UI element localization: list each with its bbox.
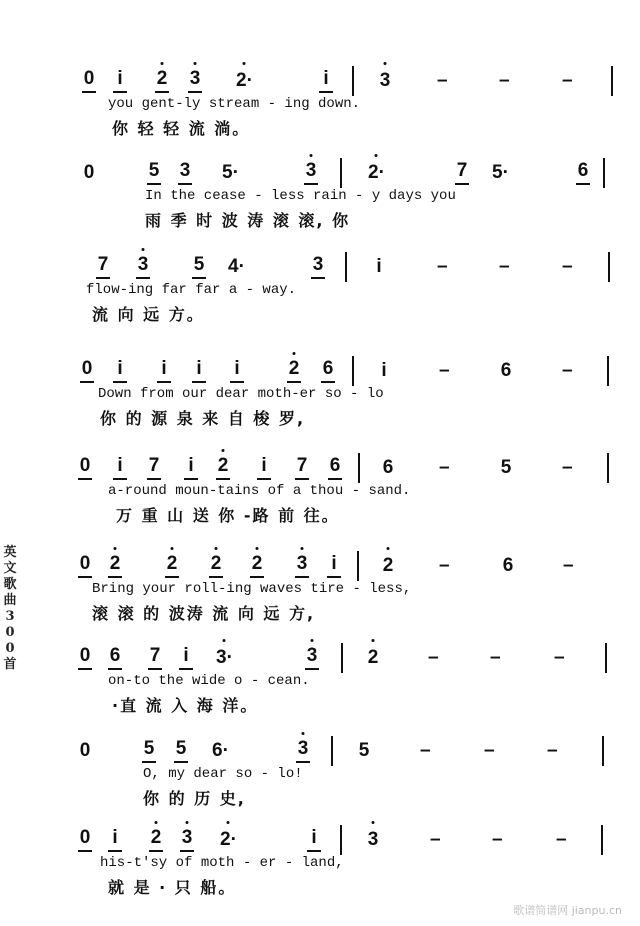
note: 6 [502, 555, 514, 576]
note: 6 [500, 360, 512, 381]
barline [357, 551, 359, 581]
barline [601, 825, 603, 855]
english-lyric: O, my dear so - lo! [143, 766, 303, 782]
barline [340, 158, 342, 188]
english-lyric: you gent-ly stream - ing down. [108, 96, 361, 112]
barline [352, 66, 354, 96]
dash: – [437, 70, 448, 91]
note: 2 [250, 553, 264, 578]
english-lyric: In the cease - less rain - y days you [145, 188, 456, 204]
barline [345, 252, 347, 282]
chinese-lyric: ·直 流 入 海 洋。 [112, 696, 259, 715]
note: 2 [209, 553, 223, 578]
note: i [157, 358, 171, 383]
dash: – [439, 360, 450, 381]
note: 3 [296, 738, 310, 763]
barline [605, 643, 607, 673]
barline [331, 736, 333, 766]
note: i [192, 358, 206, 383]
dash: – [492, 829, 503, 850]
note: 7 [96, 254, 110, 279]
note: 3 [136, 254, 150, 279]
barline [341, 643, 343, 673]
chinese-lyric: 就 是 · 只 船。 [108, 878, 237, 897]
note: i [257, 455, 271, 480]
note: 2 [366, 645, 380, 671]
notes-row [0, 827, 640, 853]
note: 0 [82, 68, 96, 93]
note: 2 [108, 553, 122, 578]
notes-row [0, 254, 640, 280]
note: 6 [382, 457, 394, 478]
notes-row [0, 160, 640, 186]
english-lyric: Down from our dear moth-er so - lo [98, 386, 384, 402]
note: 3· [216, 645, 233, 671]
note: 7 [148, 645, 162, 670]
note: 2 [381, 553, 395, 579]
note: i [113, 68, 127, 93]
english-lyric: a-round moun-tains of a thou - sand. [108, 483, 411, 499]
note: 5 [192, 254, 206, 279]
note: 6 [108, 645, 122, 670]
note: i [307, 827, 321, 852]
barline [611, 66, 613, 96]
dash: – [484, 740, 495, 761]
note: 6 [321, 358, 335, 383]
note: i [113, 358, 127, 383]
barline [358, 453, 360, 483]
dash: – [428, 647, 439, 668]
note: 5 [142, 738, 156, 763]
note: i [230, 358, 244, 383]
note: 7 [295, 455, 309, 480]
notes-row [0, 68, 640, 94]
dash: – [562, 70, 573, 91]
note: 3 [311, 254, 325, 279]
note: i [381, 360, 387, 381]
note: 0 [80, 358, 94, 383]
note: 3 [304, 160, 318, 185]
note: 0 [78, 455, 92, 480]
note: 0 [83, 162, 95, 183]
note: 3 [366, 827, 380, 853]
barline [352, 356, 354, 386]
notes-row [0, 455, 640, 481]
note: 2 [155, 68, 169, 93]
notes-row [0, 645, 640, 671]
note: 2· [236, 68, 253, 94]
note: 5 [358, 740, 370, 761]
notes-row [0, 553, 640, 579]
note: 7 [147, 455, 161, 480]
note: i [108, 827, 122, 852]
chinese-lyric: 万 重 山 送 你 -路 前 往。 [116, 506, 340, 525]
note: 7 [455, 160, 469, 185]
note: 0 [79, 740, 91, 761]
dash: – [499, 256, 510, 277]
dash: – [554, 647, 565, 668]
note: 3 [295, 553, 309, 578]
note: i [184, 455, 198, 480]
site-watermark: 歌谱简谱网 jianpu.cn [513, 904, 622, 917]
note: i [113, 455, 127, 480]
note: 0 [78, 645, 92, 670]
note: 5 [500, 457, 512, 478]
dash: – [437, 256, 448, 277]
dash: – [562, 457, 573, 478]
note: 2· [368, 160, 385, 186]
note: 5· [492, 162, 509, 183]
dash: – [420, 740, 431, 761]
note: i [327, 553, 341, 578]
note: 4· [228, 256, 245, 277]
note: i [179, 645, 193, 670]
dash: – [439, 555, 450, 576]
note: 3 [178, 160, 192, 185]
note: 3 [188, 68, 202, 93]
note: 2 [149, 827, 163, 852]
dash: – [499, 70, 510, 91]
note: 2· [220, 827, 237, 853]
english-lyric: on-to the wide o - cean. [108, 673, 310, 689]
dash: – [439, 457, 450, 478]
chinese-lyric: 滚 滚 的 波涛 流 向 远 方, [92, 604, 316, 623]
note: 0 [78, 827, 92, 852]
note: 5 [174, 738, 188, 763]
note: 6 [328, 455, 342, 480]
note: 5 [147, 160, 161, 185]
note: 2 [287, 358, 301, 383]
note: 2 [165, 553, 179, 578]
english-lyric: flow-ing far far a - way. [86, 282, 297, 298]
barline [607, 453, 609, 483]
barline [608, 252, 610, 282]
note: 2 [216, 455, 230, 480]
book-side-label: 英文歌曲300首 [3, 545, 17, 672]
chinese-lyric: 你 的 历 史, [143, 789, 246, 808]
notes-row [0, 358, 640, 384]
note: 0 [78, 553, 92, 578]
barline [607, 356, 609, 386]
note: i [376, 256, 382, 277]
barline [340, 825, 342, 855]
dash: – [547, 740, 558, 761]
note: 3 [180, 827, 194, 852]
chinese-lyric: 你 轻 轻 流 淌。 [112, 119, 251, 138]
dash: – [562, 256, 573, 277]
note: 3 [305, 645, 319, 670]
english-lyric: his-t'sy of moth - er - land, [100, 855, 344, 871]
dash: – [562, 360, 573, 381]
chinese-lyric: 雨 季 时 波 涛 滚 滚, 你 [145, 211, 351, 230]
chinese-lyric: 流 向 远 方。 [92, 305, 205, 324]
dash: – [430, 829, 441, 850]
note: 6 [576, 160, 590, 185]
dash: – [490, 647, 501, 668]
dash: – [556, 829, 567, 850]
note: 3 [378, 68, 392, 94]
barline [602, 736, 604, 766]
barline [603, 158, 605, 188]
note: 5· [222, 162, 239, 183]
note: i [319, 68, 333, 93]
note: 6· [212, 740, 229, 761]
chinese-lyric: 你 的 源 泉 来 自 梭 罗, [100, 409, 306, 428]
dash: – [563, 555, 574, 576]
notes-row [0, 738, 640, 764]
english-lyric: Bring your roll-ing waves tire - less, [92, 581, 412, 597]
